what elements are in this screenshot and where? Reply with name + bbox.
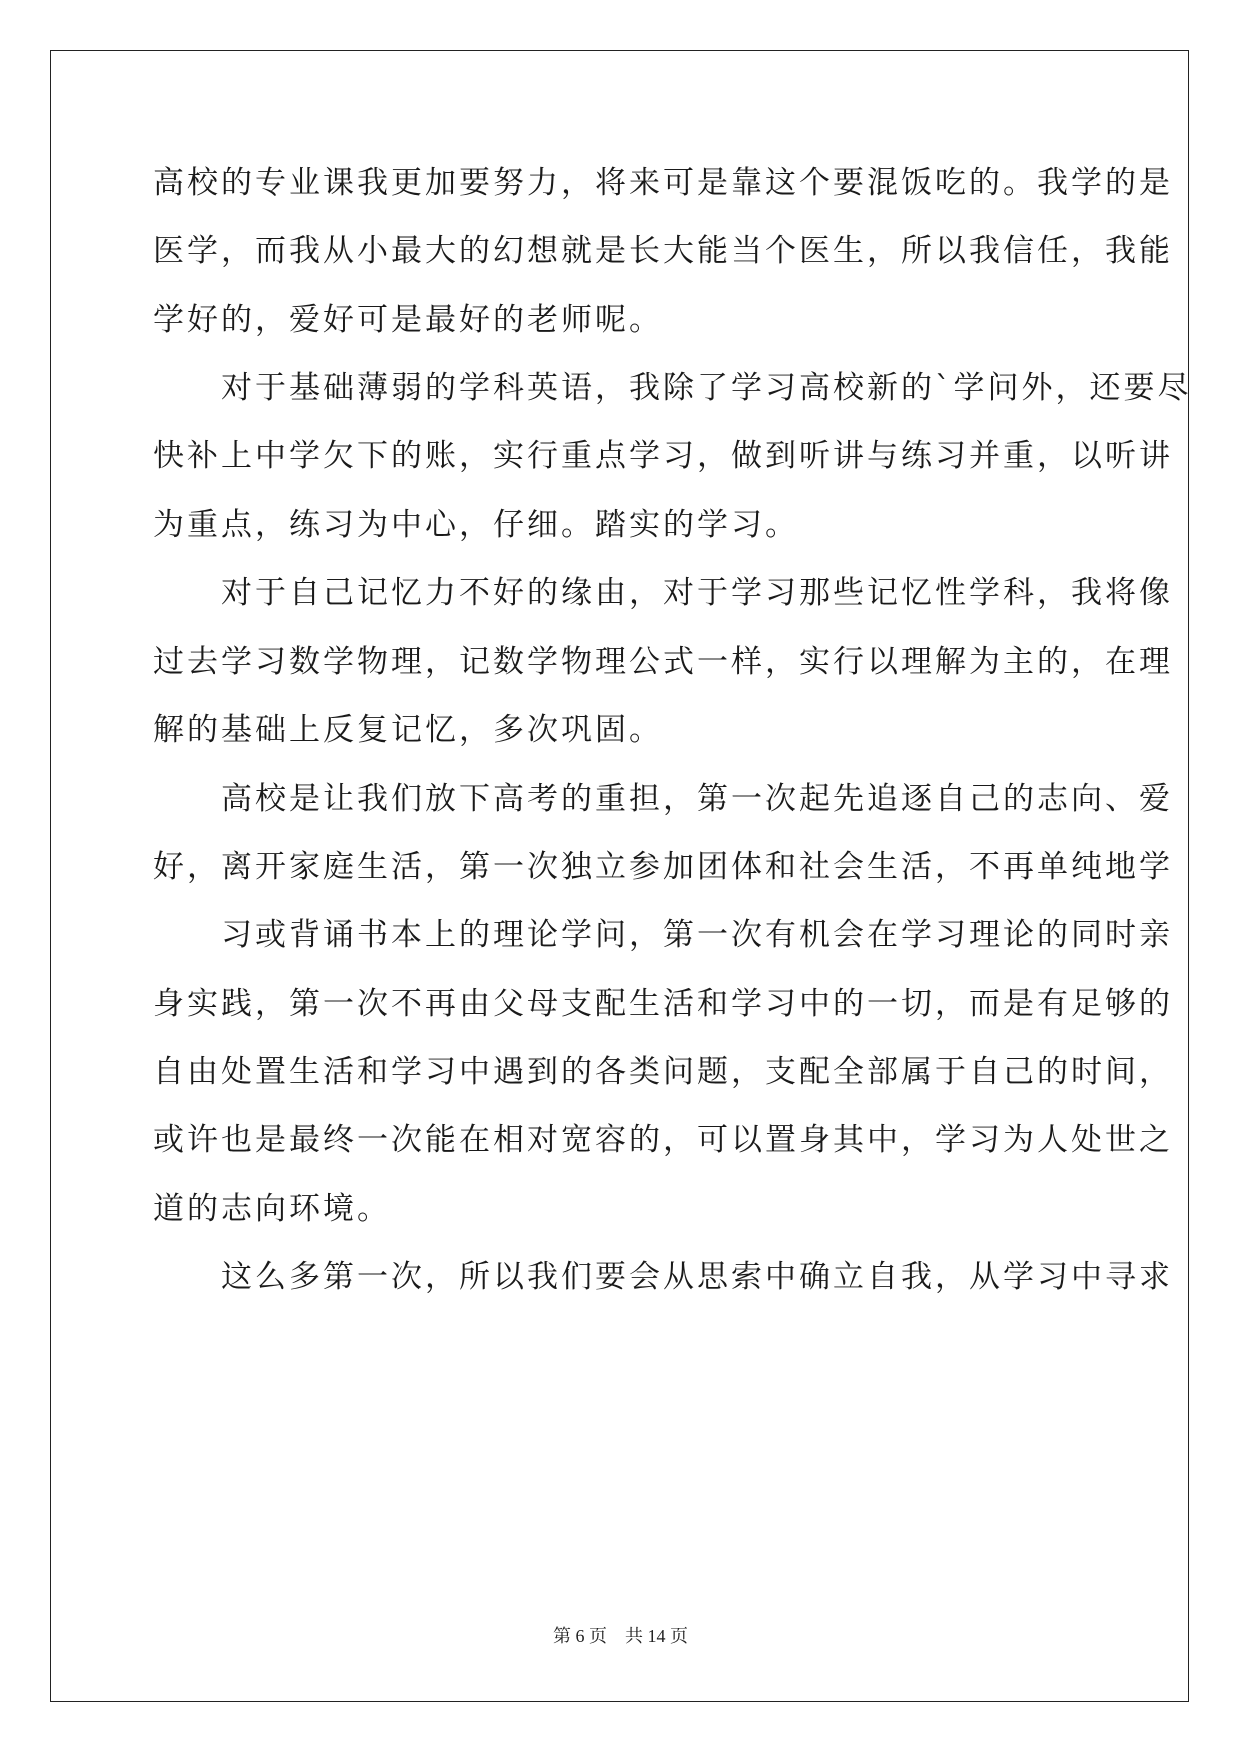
text-line: 习或背诵书本上的理论学问，第一次有机会在学习理论的同时亲 [153, 917, 1173, 953]
text-line: 自由处置生活和学习中遇到的各类问题，支配全部属于自己的时间， [153, 1054, 1173, 1090]
text-line: 道的志向环境。 [153, 1191, 391, 1227]
text-line: 解的基础上反复记忆，多次巩固。 [153, 712, 663, 748]
page-number: 第 6 页 [553, 1626, 607, 1646]
text-line: 快补上中学欠下的账，实行重点学习，做到听讲与练习并重，以听讲 [153, 438, 1173, 474]
text-line: 好，离开家庭生活，第一次独立参加团体和社会生活，不再单纯地学 [153, 849, 1173, 885]
text-line: 身实践，第一次不再由父母支配生活和学习中的一切，而是有足够的 [153, 986, 1173, 1022]
page-footer [0, 1622, 1241, 1648]
text-line: 医学，而我从小最大的幻想就是长大能当个医生，所以我信任，我能 [153, 233, 1173, 269]
page-total: 共 14 页 [625, 1626, 688, 1646]
text-line: 高校的专业课我更加要努力，将来可是靠这个要混饭吃的。我学的是 [153, 165, 1173, 201]
text-line: 对于基础薄弱的学科英语，我除了学习高校新的`学问外，还要尽 [153, 370, 1192, 406]
text-line: 或许也是最终一次能在相对宽容的，可以置身其中，学习为人处世之 [153, 1122, 1173, 1158]
text-line: 高校是让我们放下高考的重担，第一次起先追逐自己的志向、爱 [153, 781, 1173, 817]
text-line: 学好的，爱好可是最好的老师呢。 [153, 302, 663, 338]
text-line: 对于自己记忆力不好的缘由，对于学习那些记忆性学科，我将像 [153, 575, 1173, 611]
text-line: 过去学习数学物理，记数学物理公式一样，实行以理解为主的，在理 [153, 644, 1173, 680]
text-line: 为重点，练习为中心，仔细。踏实的学习。 [153, 507, 799, 543]
text-line: 这么多第一次，所以我们要会从思索中确立自我，从学习中寻求 [153, 1259, 1173, 1295]
